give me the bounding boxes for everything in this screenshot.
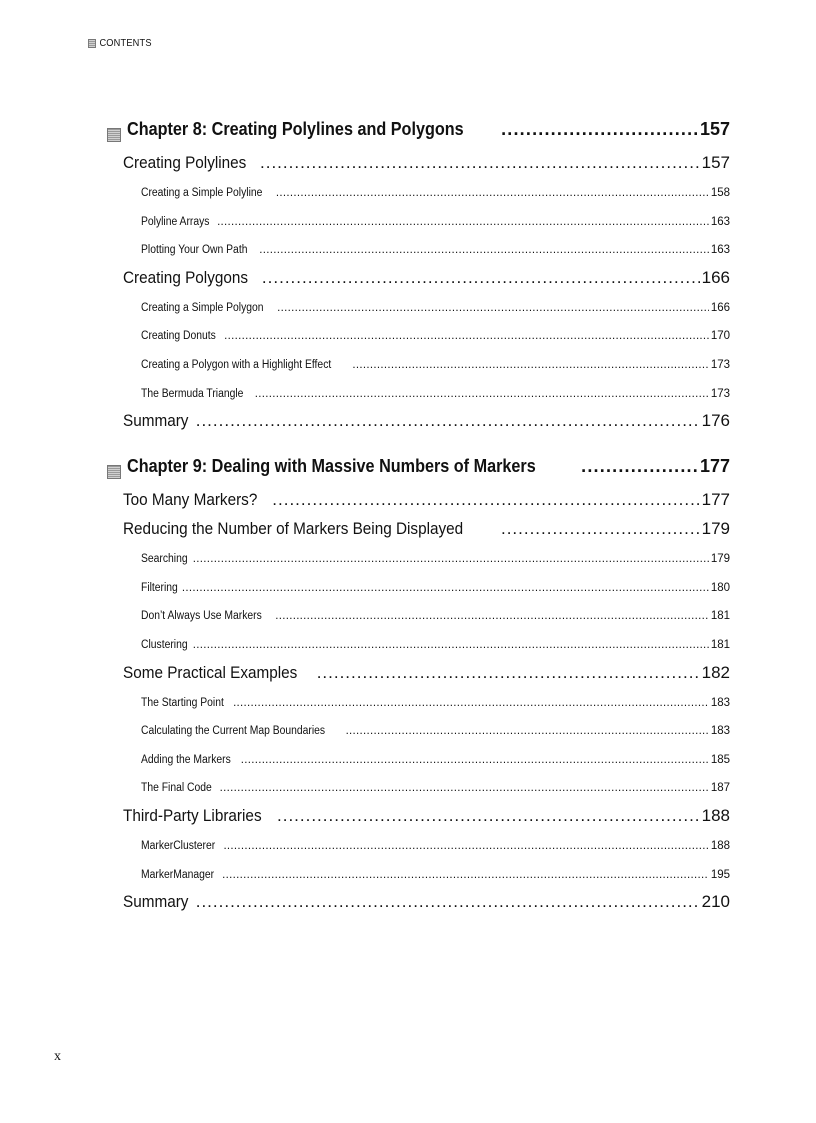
subsection-title: MarkerClusterer: [141, 839, 216, 852]
subsection-title: Creating Donuts: [141, 330, 216, 343]
toc-subsection[interactable]: [107, 574, 730, 603]
leader-dots: [193, 553, 709, 565]
chapter-gap: [107, 437, 730, 451]
toc-chapter-8[interactable]: [107, 114, 730, 150]
toc-subsection[interactable]: [107, 774, 730, 803]
subsection-title: The Bermuda Triangle: [141, 387, 244, 400]
leader-dots: [262, 268, 700, 288]
toc-subsection[interactable]: [107, 689, 730, 718]
page-number: 187: [710, 782, 730, 795]
page-number: 210: [701, 892, 730, 912]
toc-subsection[interactable]: [107, 545, 730, 574]
page-number: 183: [710, 725, 730, 738]
toc-subsection[interactable]: [107, 631, 730, 660]
leader-dots: [346, 725, 709, 737]
page-number: 179: [701, 519, 730, 539]
toc-subsection[interactable]: [107, 351, 730, 380]
page-number: 163: [710, 244, 730, 257]
leader-dots: [352, 359, 708, 371]
chapter-title: Chapter 8: Creating Polylines and Polygons: [127, 119, 464, 139]
toc-section[interactable]: [107, 408, 730, 437]
section-title: Creating Polygons: [123, 267, 249, 287]
page-number: 177: [701, 490, 730, 510]
subsection-title: Creating a Simple Polygon: [141, 301, 264, 314]
page-number: 182: [701, 662, 730, 682]
toc-subsection[interactable]: [107, 208, 730, 237]
leader-dots: [196, 411, 700, 431]
toc-subsection[interactable]: [107, 236, 730, 265]
leader-dots: [276, 187, 709, 199]
subsection-title: MarkerManager: [141, 868, 215, 881]
page-number: 195: [710, 868, 730, 881]
square-bullet-icon: [107, 128, 121, 142]
table-of-contents: [107, 114, 730, 918]
page-number: 166: [710, 301, 730, 314]
page-number: 177: [699, 456, 730, 477]
page-number: 176: [701, 411, 730, 431]
page-number: 157: [701, 153, 730, 172]
leader-dots: [233, 697, 709, 709]
toc-subsection[interactable]: [107, 832, 730, 861]
leader-dots: [581, 456, 698, 477]
leader-dots: [275, 610, 709, 622]
section-title: Creating Polylines: [123, 153, 247, 172]
square-bullet-icon: [107, 465, 121, 479]
page-number: 185: [710, 753, 730, 766]
subsection-title: Clustering: [141, 638, 188, 651]
toc-subsection[interactable]: [107, 746, 730, 775]
leader-dots: [224, 330, 709, 342]
subsection-title: Don’t Always Use Markers: [141, 610, 262, 623]
toc-section[interactable]: [107, 803, 730, 832]
toc-section[interactable]: [107, 660, 730, 689]
leader-dots: [255, 388, 709, 400]
toc-section[interactable]: [107, 150, 730, 179]
chapter-title: Chapter 9: Dealing with Massive Numbers of Markers: [127, 456, 536, 477]
leader-dots: [220, 782, 709, 794]
page-number: 181: [710, 638, 730, 651]
leader-dots: [182, 582, 709, 594]
leader-dots: [317, 663, 700, 683]
page-number: 188: [701, 805, 730, 825]
subsection-title: The Final Code: [141, 782, 212, 795]
section-title: Some Practical Examples: [123, 662, 298, 682]
section-title: Summary: [123, 411, 189, 431]
leader-dots: [196, 892, 700, 912]
leader-dots: [277, 302, 709, 314]
toc-subsection[interactable]: [107, 294, 730, 323]
leader-dots: [272, 490, 699, 510]
subsection-title: Polyline Arrays: [141, 215, 210, 228]
section-title: Third-Party Libraries: [123, 805, 262, 825]
subsection-title: Creating a Simple Polyline: [141, 187, 263, 199]
leader-dots: [222, 869, 709, 881]
page-number: 170: [710, 330, 730, 343]
page-number: 188: [710, 839, 730, 852]
leader-dots: [223, 840, 708, 852]
leader-dots: [259, 244, 709, 256]
toc-subsection[interactable]: [107, 179, 730, 208]
page-number: 157: [699, 119, 730, 139]
page-number: 163: [710, 215, 730, 228]
toc-section[interactable]: [107, 889, 730, 918]
toc-subsection[interactable]: [107, 861, 730, 890]
toc-subsection[interactable]: [107, 380, 730, 409]
section-title: Summary: [123, 892, 189, 912]
leader-dots: [501, 119, 698, 140]
toc-subsection[interactable]: [107, 602, 730, 631]
page-number: 158: [710, 187, 730, 199]
toc-section[interactable]: [107, 487, 730, 516]
page-number: 166: [701, 267, 730, 287]
running-head-label: CONTENTS: [99, 37, 152, 49]
section-title: Too Many Markers?: [123, 490, 258, 510]
subsection-title: Creating a Polygon with a Highlight Effect: [141, 358, 332, 371]
subsection-title: Adding the Markers: [141, 753, 231, 766]
leader-dots: [277, 806, 700, 826]
page-number: 179: [710, 553, 730, 566]
page-number: 180: [710, 581, 730, 594]
subsection-title: Plotting Your Own Path: [141, 244, 248, 257]
subsection-title: Searching: [141, 553, 188, 566]
subsection-title: Calculating the Current Map Boundaries: [141, 725, 326, 738]
toc-section[interactable]: [107, 265, 730, 294]
leader-dots: [193, 639, 709, 651]
page-number: 181: [710, 610, 730, 623]
toc-chapter-9[interactable]: [107, 451, 730, 487]
section-title: Reducing the Number of Markers Being Displayed: [123, 519, 464, 539]
running-head: [88, 37, 152, 49]
page-folio: x: [54, 1049, 61, 1064]
square-bullet-icon: [88, 39, 96, 48]
toc-subsection[interactable]: [107, 717, 730, 746]
toc-subsection[interactable]: [107, 322, 730, 351]
leader-dots: [501, 519, 700, 539]
leader-dots: [241, 754, 709, 766]
toc-section[interactable]: [107, 516, 730, 545]
leader-dots: [217, 216, 709, 228]
page-number: 173: [710, 387, 730, 400]
subsection-title: Filtering: [141, 581, 178, 594]
page-number: 173: [710, 358, 730, 371]
page-number: 183: [710, 696, 730, 709]
leader-dots: [260, 153, 700, 173]
subsection-title: The Starting Point: [141, 696, 224, 709]
